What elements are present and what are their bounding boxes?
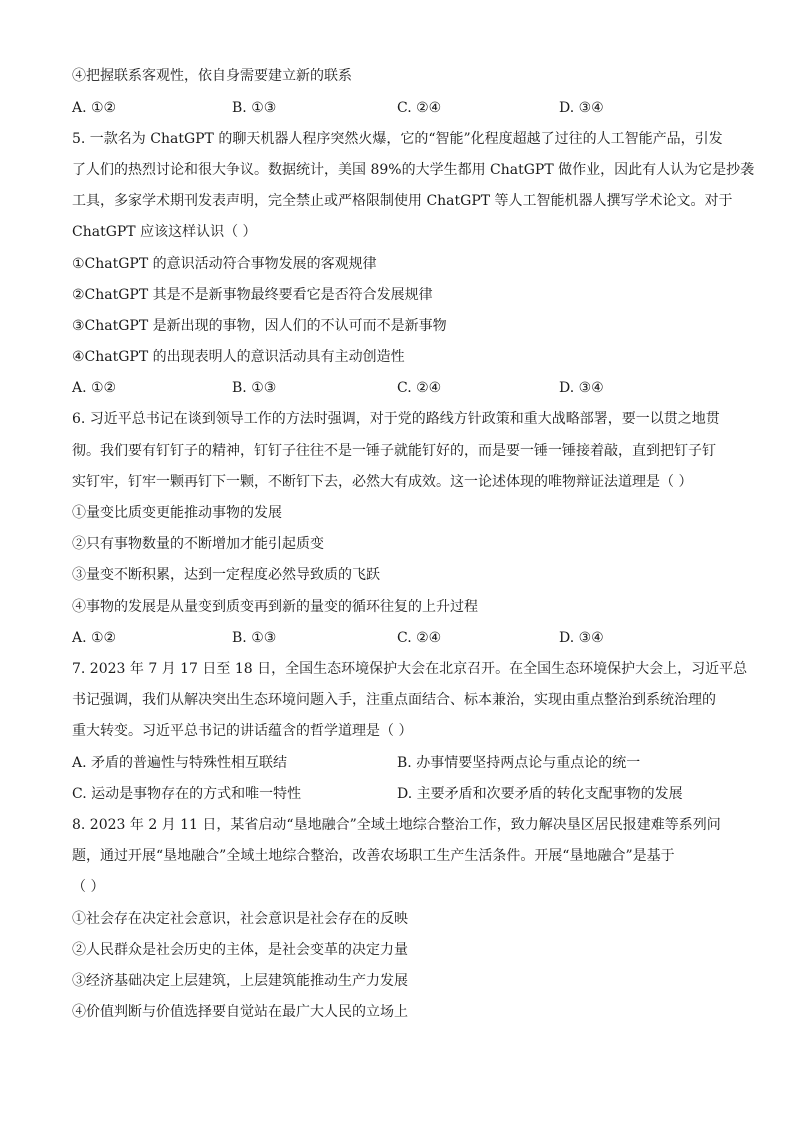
- prev-question-options: [72, 98, 722, 118]
- q6-stem-line-3: 实钉牢，钉牢一颗再钉下一颗，不断钉下去，必然大有成效。这一论述体现的唯物辩证法道理是（ ）: [72, 474, 693, 490]
- q8-stem-line-3: （ ）: [72, 879, 105, 895]
- option-d: D. 主要矛盾和次要矛盾的转化支配事物的发展: [397, 786, 683, 802]
- q8-item-3: ③经济基础决定上层建筑，上层建筑能推动生产力发展: [72, 973, 408, 989]
- q5-options: [72, 378, 722, 398]
- q5-stem-line-1: 5. 一款名为 ChatGPT 的聊天机器人程序突然火爆，它的“智能”化程度超越了过往的人工智能产品，引发: [72, 131, 723, 147]
- q5-stem-line-4: ChatGPT 应该这样认识（ ）: [72, 224, 257, 240]
- q7-stem-line-3: 重大转变。习近平总书记的讲话蕴含的哲学道理是（ ）: [72, 723, 413, 739]
- q8-item-1: ①社会存在决定社会意识，社会意识是社会存在的反映: [72, 911, 408, 927]
- q5-item-3: ③ChatGPT 是新出现的事物，因人们的不认可而不是新事物: [72, 318, 447, 334]
- option-a: A. 矛盾的普遍性与特殊性相互联结: [72, 755, 288, 771]
- q7-stem-line-1: 7. 2023 年 7 月 17 日至 18 日，全国生态环境保护大会在北京召开。在全国生态环境保护大会上，习近平总: [72, 661, 748, 677]
- q7-options-row-1: [72, 753, 722, 773]
- option-b: B. ①③: [232, 380, 277, 396]
- prev-question-item-4: ④把握联系客观性，依自身需要建立新的联系: [72, 68, 352, 84]
- q5-stem-line-3: 工具，多家学术期刊发表声明，完全禁止或严格限制使用 ChatGPT 等人工智能机器人撰写学术论文。对于: [72, 193, 733, 209]
- q6-stem-line-1: 6. 习近平总书记在谈到领导工作的方法时强调，对于党的路线方针政策和重大战略部署，要一以贯之地贯: [72, 411, 720, 427]
- q8-item-4: ④价值判断与价值选择要自觉站在最广大人民的立场上: [72, 1004, 408, 1020]
- q7-options-row-2: [72, 784, 722, 804]
- q6-item-2: ②只有事物数量的不断增加才能引起质变: [72, 536, 324, 552]
- q7-stem-line-2: 书记强调，我们从解决突出生态环境问题入手，注重点面结合、标本兼治，实现由重点整治到系统治理的: [72, 692, 716, 708]
- option-b: B. 办事情要坚持两点论与重点论的统一: [397, 755, 641, 771]
- option-d: D. ③④: [559, 100, 604, 116]
- q8-stem-line-2: 题，通过开展“垦地融合”全域土地综合整治，改善农场职工生产生活条件。开展“垦地融合”是基于: [72, 848, 675, 864]
- q5-stem-line-2: 了人们的热烈讨论和很大争议。数据统计，美国 89%的大学生都用 ChatGPT 做作业，因此有人认为它是抄袭: [72, 162, 755, 178]
- q8-item-2: ②人民群众是社会历史的主体，是社会变革的决定力量: [72, 942, 408, 958]
- option-b: B. ①③: [232, 630, 277, 646]
- option-a: A. ①②: [72, 380, 117, 396]
- q5-item-1: ①ChatGPT 的意识活动符合事物发展的客观规律: [72, 256, 377, 272]
- option-c: C. ②④: [397, 100, 442, 116]
- option-d: D. ③④: [559, 630, 604, 646]
- option-a: A. ①②: [72, 630, 117, 646]
- option-b: B. ①③: [232, 100, 277, 116]
- q5-item-4: ④ChatGPT 的出现表明人的意识活动具有主动创造性: [72, 349, 405, 365]
- q6-item-1: ①量变比质变更能推动事物的发展: [72, 505, 282, 521]
- q8-stem-line-1: 8. 2023 年 2 月 11 日，某省启动“垦地融合”全域土地综合整治工作，致力解决垦区居民报建难等系列问: [72, 817, 721, 833]
- q6-item-3: ③量变不断积累，达到一定程度必然导致质的飞跃: [72, 567, 380, 583]
- option-c: C. ②④: [397, 380, 442, 396]
- q6-options: [72, 628, 722, 648]
- option-a: A. ①②: [72, 100, 117, 116]
- option-c: C. ②④: [397, 630, 442, 646]
- q6-stem-line-2: 彻。我们要有钉钉子的精神，钉钉子往往不是一锤子就能钉好的，而是要一锤一锤接着敲，直到把钉子钉: [72, 443, 716, 459]
- option-c: C. 运动是事物存在的方式和唯一特性: [72, 786, 302, 802]
- option-d: D. ③④: [559, 380, 604, 396]
- q5-item-2: ②ChatGPT 其是不是新事物最终要看它是否符合发展规律: [72, 287, 433, 303]
- q6-item-4: ④事物的发展是从量变到质变再到新的量变的循环往复的上升过程: [72, 599, 478, 615]
